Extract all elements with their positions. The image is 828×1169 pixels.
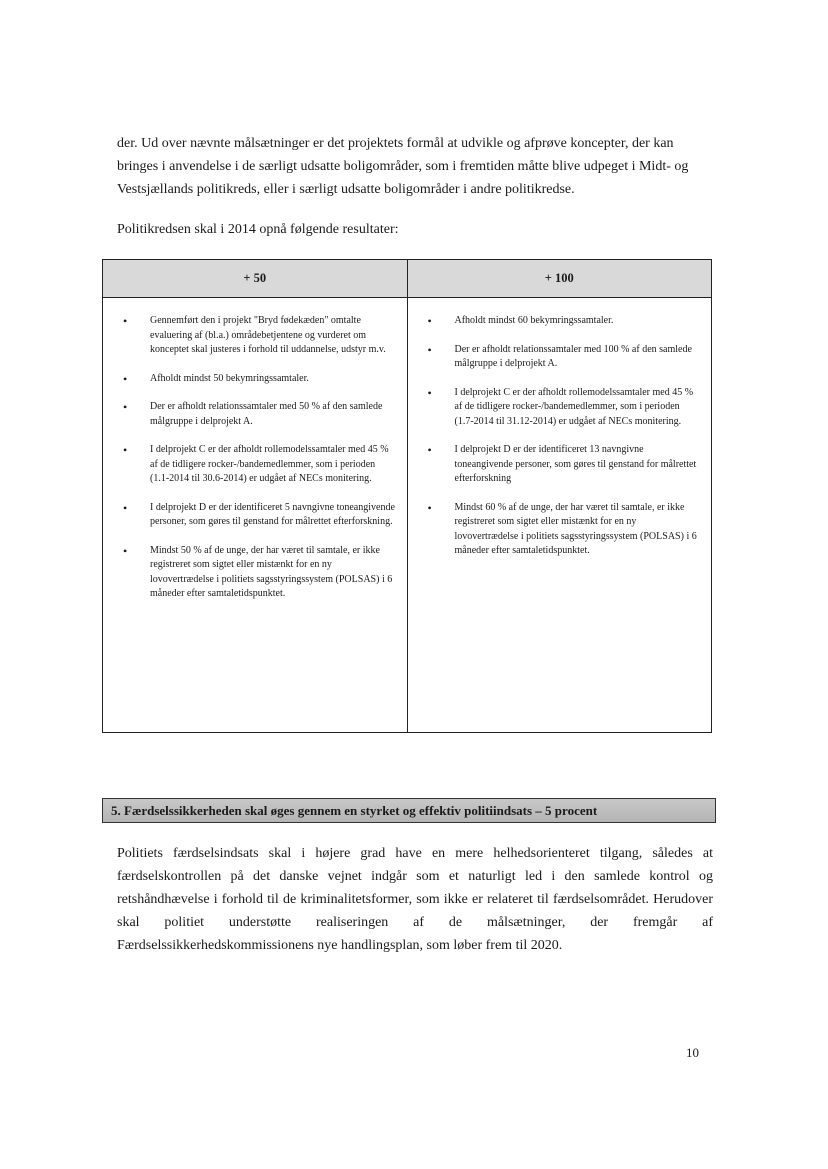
list-item: • Gennemført den i projekt "Bryd fødekæden" omtalte evaluering af (bl.a.) områdebetjentene og vurderet om konceptet skal justeres i forhold til uddannelse, udstyr m.v. (117, 314, 397, 358)
list-item: • Mindst 50 % af de unge, der har været til samtale, er ikke registreret som sigtet eller mistænkt for en ny lovovertrædelse i politiets sagsstyringssystem (POLSAS) i 6 måneder efter samtaletidspunktet. (117, 544, 397, 602)
header-plus-50: + 50 (103, 260, 407, 297)
list-item: • Mindst 60 % af de unge, der har været til samtale, er ikke registreret som sigtet eller mistænkt for en ny lovovertrædelse i politiets sagsstyringssystem (POLSAS) i 6 måneder efter samtaletidspunktet. (422, 501, 702, 559)
section-heading: 5. Færdselssikkerheden skal øges gennem en styrket og effektiv politiindsats – 5 procent (102, 798, 716, 823)
results-lead-sentence: Politikredsen skal i 2014 opnå følgende resultater: (117, 222, 399, 237)
plus-50-list (117, 314, 397, 602)
list-item: • I delprojekt C er der afholdt rollemodelssamtaler med 45 % af de tidligere rocker-/bandemedlemmer, som i perioden (1.7-2014 til 31.12-2014) er udgået af NECs monitering. (422, 386, 702, 430)
list-item: • I delprojekt C er der afholdt rollemodelssamtaler med 45 % af de tidligere rocker-/bandemedlemmer, som i perioden (1.1-2014 til 30.6-2014) er udgået af NECs monitering. (117, 443, 397, 487)
plus-50-column (103, 298, 407, 733)
list-item: • Afholdt mindst 50 bekymringssamtaler. (117, 372, 397, 387)
list-item: • Afholdt mindst 60 bekymringssamtaler. (422, 314, 702, 329)
body-paragraph: Politiets færdselsindsats skal i højere grad have en mere helhedsorienteret tilgang, således at færdselskontrollen på det danske vejnet indgår som et naturligt led i den samlede kontrol og retshåndhævelse i forhold til de kriminalitetsformer, som ikke er relateret til færdselsområdet. Herudover skal politiet understøtte realiseringen af de målsætninger, der fremgår af Færdselssikkerhedskommissionens nye handlingsplan, som løber frem til 2020. (117, 846, 713, 953)
list-item: • Der er afholdt relationssamtaler med 50 % af den samlede målgruppe i delprojekt A. (117, 400, 397, 429)
list-item: • Der er afholdt relationssamtaler med 100 % af den samlede målgruppe i delprojekt A. (422, 343, 702, 372)
list-item: • I delprojekt D er der identificeret 5 navngivne toneangivende personer, som gøres til genstand for målrettet efterforskning. (117, 501, 397, 530)
results-table (102, 259, 712, 733)
list-item: • I delprojekt D er der identificeret 13 navngivne toneangivende personer, som gøres til genstand for målrettet efterforskning (422, 443, 702, 487)
page-number: 10 (686, 1045, 699, 1060)
plus-100-list (422, 314, 702, 559)
intro-paragraph: der. Ud over nævnte målsætninger er det projektets formål at udvikle og afprøve koncepter, der kan bringes i anvendelse i de særligt udsatte boligområder, som i fremtiden måtte blive udpeget i Midt- og Vestsjællands politikreds, eller i særligt udsatte boligområder i andre politikredse. (117, 136, 689, 197)
results-table-header (103, 260, 711, 298)
plus-100-column (407, 298, 712, 733)
header-plus-100: + 100 (407, 260, 712, 297)
